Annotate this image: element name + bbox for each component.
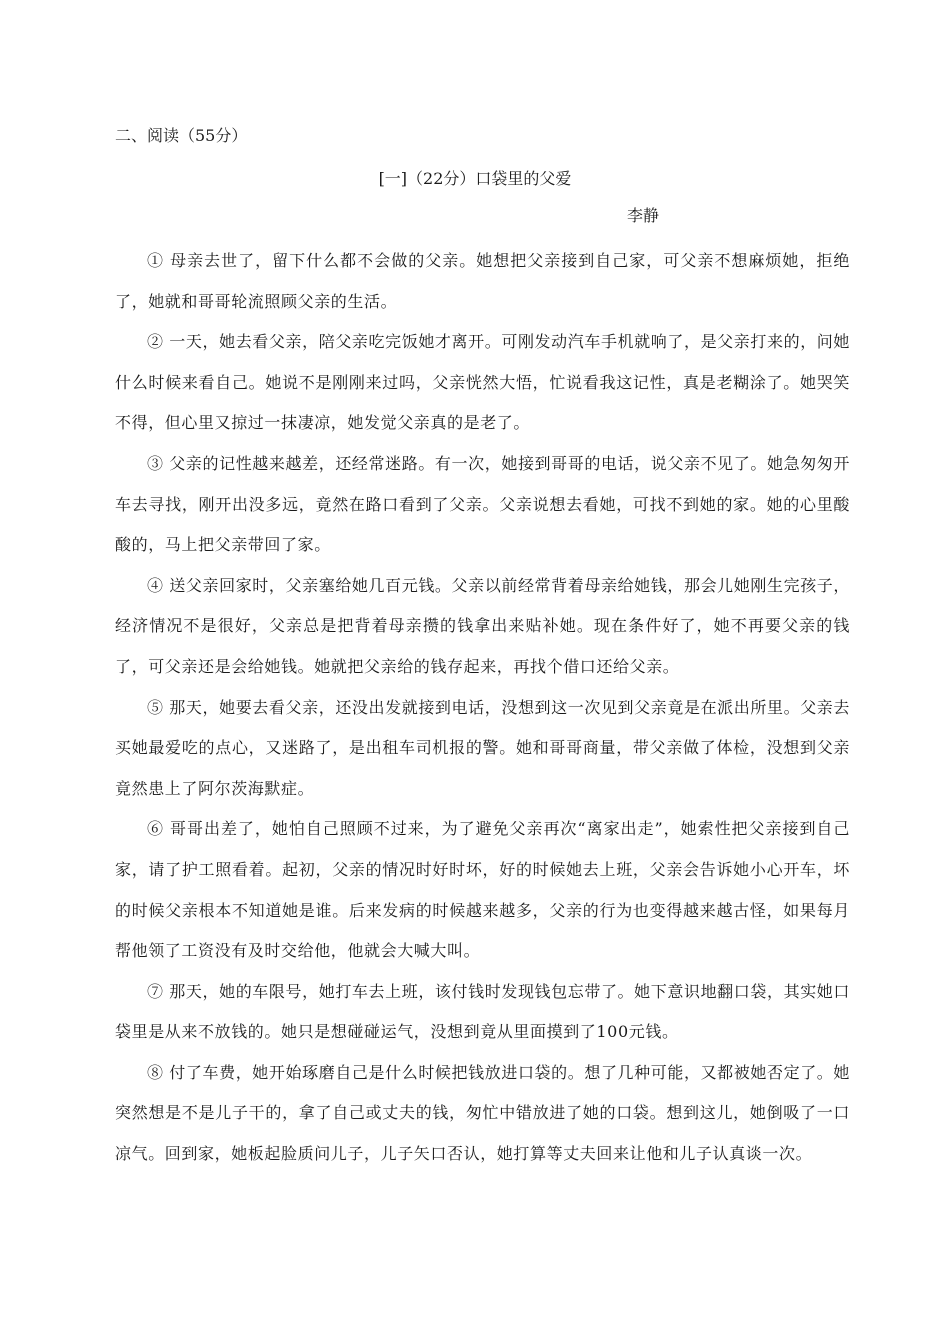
section-heading: 二、阅读（55分） <box>115 126 248 145</box>
paragraph-3: ③ 父亲的记性越来越差，还经常迷路。有一次，她接到哥哥的电话，说父亲不见了。她急匆匆开车去寻找，刚开出没多远，竟然在路口看到了父亲。父亲说想去看她，可找不到她的家。她的心里酸酸的，马上把父亲带回了家。 <box>115 453 850 555</box>
paragraph-6: ⑥ 哥哥出差了，她怕自己照顾不过来，为了避免父亲再次“离家出走”，她索性把父亲接到自己家，请了护工照看着。起初，父亲的情况时好时坏，好的时候她去上班，父亲会告诉她小心开车，坏的时候父亲根本不知道她是谁。后来发病的时候越来越多，父亲的行为也变得越来越古怪，如果每月帮他领了工资没有及时交给他，他就会大喊大叫。 <box>115 819 850 961</box>
paragraph-1: ① 母亲去世了，留下什么都不会做的父亲。她想把父亲接到自己家，可父亲不想麻烦她，拒绝了，她就和哥哥轮流照顾父亲的生活。 <box>115 251 850 311</box>
article-body <box>115 241 850 1175</box>
paragraph-8: ⑧ 付了车费，她开始琢磨自己是什么时候把钱放进口袋的。想了几种可能，又都被她否定了。她突然想是不是儿子干的，拿了自己或丈夫的钱，匆忙中错放进了她的口袋。想到这儿，她倒吸了一口凉气。回到家，她板起脸质问儿子，儿子矢口否认，她打算等丈夫回来让他和儿子认真谈一次。 <box>115 1062 850 1164</box>
paragraph-7: ⑦ 那天，她的车限号，她打车去上班，该付钱时发现钱包忘带了。她下意识地翻口袋，其实她口袋里是从来不放钱的。她只是想碰碰运气，没想到竟从里面摸到了100元钱。 <box>115 981 850 1042</box>
paragraph-2: ② 一天，她去看父亲，陪父亲吃完饭她才离开。可刚发动汽车手机就响了，是父亲打来的，问她什么时候来看自己。她说不是刚刚来过吗，父亲恍然大悟，忙说看我这记性，真是老糊涂了。她哭笑不得，但心里又掠过一抹凄凉，她发觉父亲真的是老了。 <box>115 332 850 433</box>
article-author: 李静 <box>627 206 660 225</box>
article-title: [一]（22分）口袋里的父爱 <box>378 169 572 188</box>
paragraph-5: ⑤ 那天，她要去看父亲，还没出发就接到电话，没想到这一次见到父亲竟是在派出所里。父亲去买她最爱吃的点心，又迷路了，是出租车司机报的警。她和哥哥商量，带父亲做了体检，没想到父亲竟然患上了阿尔茨海默症。 <box>115 697 850 798</box>
paragraph-4: ④ 送父亲回家时，父亲塞给她几百元钱。父亲以前经常背着母亲给她钱，那会儿她刚生完孩子，经济情况不是很好，父亲总是把背着母亲攒的钱拿出来贴补她。现在条件好了，她不再要父亲的钱了，可父亲还是会给她钱。她就把父亲给的钱存起来，再找个借口还给父亲。 <box>115 575 850 676</box>
